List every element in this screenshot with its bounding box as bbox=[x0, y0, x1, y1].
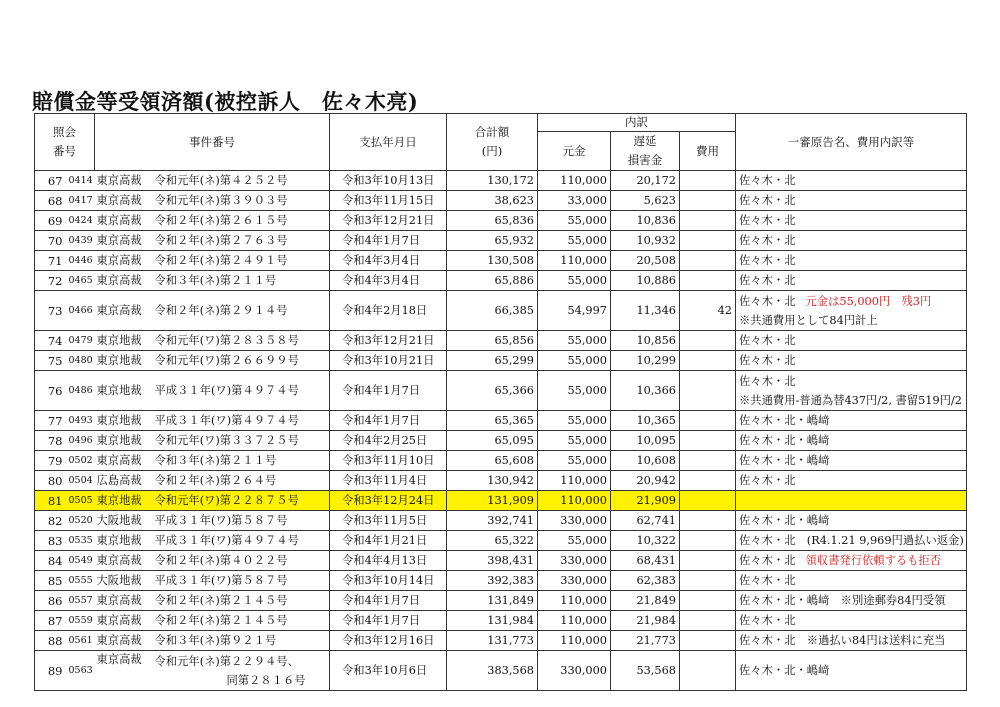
row-total: 131,773 bbox=[447, 631, 538, 651]
row-number: 80 bbox=[35, 471, 66, 491]
row-delay: 10,836 bbox=[611, 211, 680, 231]
row-court: 東京地裁 bbox=[95, 351, 151, 371]
row-cost bbox=[680, 431, 736, 451]
row-note-text: 佐々木・北・嶋﨑 ※別途郵券84円受領 bbox=[739, 593, 946, 607]
row-total: 65,366 bbox=[447, 371, 538, 411]
row-court: 東京地裁 bbox=[95, 431, 151, 451]
row-cost bbox=[680, 271, 736, 291]
row-ref: 0486 bbox=[66, 371, 95, 411]
row-total: 65,322 bbox=[447, 531, 538, 551]
row-number: 79 bbox=[35, 451, 66, 471]
row-number: 84 bbox=[35, 551, 66, 571]
row-total: 65,608 bbox=[447, 451, 538, 471]
row-case: 平成３１年(ワ)第４９７４号 bbox=[151, 371, 330, 411]
table-row bbox=[35, 511, 967, 531]
row-principal: 33,000 bbox=[538, 191, 611, 211]
row-note bbox=[736, 371, 967, 411]
row-court: 東京高裁 bbox=[95, 191, 151, 211]
row-note bbox=[736, 591, 967, 611]
row-court: 東京高裁 bbox=[95, 291, 151, 331]
row-ref: 0549 bbox=[66, 551, 95, 571]
table-row bbox=[35, 351, 967, 371]
header-no: 番号 bbox=[53, 144, 76, 158]
table-row bbox=[35, 251, 967, 271]
header-ref-no bbox=[35, 114, 95, 171]
row-delay: 10,608 bbox=[611, 451, 680, 471]
row-case: 平成３１年(ワ)第５８７号 bbox=[151, 571, 330, 591]
header-case: 事件番号 bbox=[95, 114, 330, 171]
table-row bbox=[35, 431, 967, 451]
row-ref: 0480 bbox=[66, 351, 95, 371]
table-row bbox=[35, 611, 967, 631]
row-cost bbox=[680, 331, 736, 351]
row-court: 東京高裁 bbox=[95, 271, 151, 291]
row-ref: 0439 bbox=[66, 231, 95, 251]
row-total: 131,909 bbox=[447, 491, 538, 511]
table-row bbox=[35, 491, 967, 511]
row-court: 東京地裁 bbox=[95, 491, 151, 511]
row-delay: 53,568 bbox=[611, 651, 680, 691]
table-row bbox=[35, 271, 967, 291]
row-total: 131,849 bbox=[447, 591, 538, 611]
row-note-text: 佐々木・北 bbox=[739, 333, 796, 347]
row-number: 81 bbox=[35, 491, 66, 511]
row-principal: 330,000 bbox=[538, 651, 611, 691]
row-total: 398,431 bbox=[447, 551, 538, 571]
row-principal: 55,000 bbox=[538, 531, 611, 551]
header-notes: 一審原告名、費用内訳等 bbox=[736, 114, 967, 171]
row-number: 76 bbox=[35, 371, 66, 411]
row-note-text: 佐々木・北 bbox=[739, 273, 796, 287]
row-note bbox=[736, 451, 967, 471]
row-delay: 10,299 bbox=[611, 351, 680, 371]
row-date: 令和3年10月14日 bbox=[330, 571, 447, 591]
row-delay: 20,172 bbox=[611, 171, 680, 191]
row-principal: 54,997 bbox=[538, 291, 611, 331]
header-breakdown: 内訳 bbox=[538, 114, 736, 132]
row-note bbox=[736, 651, 967, 691]
row-note-alert: 元金は55,000円 残3円 bbox=[805, 294, 932, 308]
row-note-text: 佐々木・北 bbox=[739, 173, 796, 187]
row-date: 令和3年12月24日 bbox=[330, 491, 447, 511]
row-cost bbox=[680, 511, 736, 531]
row-note-text: 佐々木・北 bbox=[739, 473, 796, 487]
row-note-text: 佐々木・北 bbox=[739, 613, 796, 627]
row-delay: 21,849 bbox=[611, 591, 680, 611]
row-date: 令和4年3月4日 bbox=[330, 271, 447, 291]
row-case: 令和元年(ネ)第３９０３号 bbox=[151, 191, 330, 211]
row-note-alert: 領収書発行依頼するも拒否 bbox=[805, 553, 942, 567]
row-note-text: 佐々木・北・嶋﨑 bbox=[739, 663, 830, 677]
row-total: 131,984 bbox=[447, 611, 538, 631]
row-cost bbox=[680, 171, 736, 191]
row-principal: 330,000 bbox=[538, 571, 611, 591]
row-ref: 0417 bbox=[66, 191, 95, 211]
row-note bbox=[736, 271, 967, 291]
row-date: 令和4年1月7日 bbox=[330, 371, 447, 411]
row-note bbox=[736, 351, 967, 371]
row-court: 広島高裁 bbox=[95, 471, 151, 491]
row-delay: 21,909 bbox=[611, 491, 680, 511]
row-delay: 10,365 bbox=[611, 411, 680, 431]
row-case: 令和２年(ネ)第２６４号 bbox=[151, 471, 330, 491]
row-cost bbox=[680, 251, 736, 271]
row-delay: 10,366 bbox=[611, 371, 680, 411]
row-number: 87 bbox=[35, 611, 66, 631]
header-total bbox=[447, 114, 538, 171]
row-note-text: 佐々木・北・嶋﨑 bbox=[739, 433, 830, 447]
row-case: 令和２年(ネ)第２６１５号 bbox=[151, 211, 330, 231]
table-row bbox=[35, 551, 967, 571]
row-court: 東京高裁 bbox=[95, 451, 151, 471]
row-court: 東京地裁 bbox=[95, 531, 151, 551]
row-principal: 110,000 bbox=[538, 611, 611, 631]
row-ref: 0479 bbox=[66, 331, 95, 351]
row-number: 74 bbox=[35, 331, 66, 351]
row-number: 67 bbox=[35, 171, 66, 191]
row-principal: 110,000 bbox=[538, 591, 611, 611]
row-cost bbox=[680, 531, 736, 551]
row-court: 東京地裁 bbox=[95, 411, 151, 431]
row-ref: 0424 bbox=[66, 211, 95, 231]
payments-table bbox=[34, 113, 967, 691]
row-principal: 55,000 bbox=[538, 211, 611, 231]
header-principal: 元金 bbox=[538, 132, 611, 171]
row-note bbox=[736, 611, 967, 631]
row-total: 65,932 bbox=[447, 231, 538, 251]
row-court: 東京高裁 bbox=[95, 211, 151, 231]
table-row bbox=[35, 591, 967, 611]
table-row bbox=[35, 371, 967, 411]
row-number: 75 bbox=[35, 351, 66, 371]
row-delay: 62,741 bbox=[611, 511, 680, 531]
row-principal: 55,000 bbox=[538, 451, 611, 471]
row-cost bbox=[680, 631, 736, 651]
table-row bbox=[35, 291, 967, 331]
row-note bbox=[736, 431, 967, 451]
row-cost bbox=[680, 651, 736, 691]
row-ref: 0502 bbox=[66, 451, 95, 471]
row-total: 65,836 bbox=[447, 211, 538, 231]
row-total: 66,385 bbox=[447, 291, 538, 331]
row-cost bbox=[680, 371, 736, 411]
row-case: 令和元年(ワ)第３３７２５号 bbox=[151, 431, 330, 451]
row-court: 東京高裁 bbox=[95, 251, 151, 271]
table-row bbox=[35, 411, 967, 431]
row-case: 平成３１年(ワ)第５８７号 bbox=[151, 511, 330, 531]
table-body bbox=[35, 171, 967, 691]
row-number: 69 bbox=[35, 211, 66, 231]
row-case: 平成３１年(ワ)第４９７４号 bbox=[151, 531, 330, 551]
row-note-text: 佐々木・北・嶋﨑 bbox=[739, 453, 830, 467]
row-ref: 0557 bbox=[66, 591, 95, 611]
row-number: 78 bbox=[35, 431, 66, 451]
row-note bbox=[736, 571, 967, 591]
row-cost bbox=[680, 591, 736, 611]
row-note bbox=[736, 411, 967, 431]
row-date: 令和3年12月21日 bbox=[330, 331, 447, 351]
header-ref: 照会 bbox=[53, 125, 76, 139]
header-cost: 費用 bbox=[680, 132, 736, 171]
row-delay: 10,322 bbox=[611, 531, 680, 551]
row-cost bbox=[680, 451, 736, 471]
row-delay: 11,346 bbox=[611, 291, 680, 331]
row-court: 東京地裁 bbox=[95, 371, 151, 411]
row-delay: 20,508 bbox=[611, 251, 680, 271]
row-ref: 0504 bbox=[66, 471, 95, 491]
row-note-text: 佐々木・北 bbox=[739, 374, 796, 388]
row-number: 73 bbox=[35, 291, 66, 331]
row-note-text: 佐々木・北 bbox=[739, 353, 796, 367]
row-principal: 55,000 bbox=[538, 271, 611, 291]
row-note bbox=[736, 631, 967, 651]
table-row bbox=[35, 471, 967, 491]
row-number: 86 bbox=[35, 591, 66, 611]
row-number: 71 bbox=[35, 251, 66, 271]
header-total-unit: (円) bbox=[481, 144, 503, 158]
row-ref: 0555 bbox=[66, 571, 95, 591]
row-note-line2: ※共通費用-普通為替437円/2, 書留519円/2 bbox=[739, 393, 962, 407]
row-court: 東京高裁 bbox=[95, 651, 151, 691]
row-date: 令和4年3月4日 bbox=[330, 251, 447, 271]
row-ref: 0561 bbox=[66, 631, 95, 651]
row-delay: 10,856 bbox=[611, 331, 680, 351]
row-total: 392,741 bbox=[447, 511, 538, 531]
row-date: 令和3年11月4日 bbox=[330, 471, 447, 491]
table-row bbox=[35, 571, 967, 591]
row-number: 89 bbox=[35, 651, 66, 691]
row-court: 大阪地裁 bbox=[95, 511, 151, 531]
header-delay-1: 遅延 bbox=[633, 134, 657, 148]
row-case: 令和３年(ネ)第２１１号 bbox=[151, 271, 330, 291]
table-row bbox=[35, 171, 967, 191]
row-note-text: 佐々木・北 bbox=[739, 553, 796, 567]
row-court: 大阪地裁 bbox=[95, 571, 151, 591]
row-cost bbox=[680, 571, 736, 591]
row-delay: 21,984 bbox=[611, 611, 680, 631]
row-date: 令和3年11月5日 bbox=[330, 511, 447, 531]
row-ref: 0496 bbox=[66, 431, 95, 451]
row-delay: 10,886 bbox=[611, 271, 680, 291]
row-note bbox=[736, 471, 967, 491]
row-note bbox=[736, 251, 967, 271]
row-date: 令和3年10月21日 bbox=[330, 351, 447, 371]
row-ref: 0520 bbox=[66, 511, 95, 531]
row-total: 65,886 bbox=[447, 271, 538, 291]
row-case: 令和元年(ワ)第２８３５８号 bbox=[151, 331, 330, 351]
row-ref: 0493 bbox=[66, 411, 95, 431]
row-note-text: 佐々木・北 bbox=[739, 213, 796, 227]
row-number: 82 bbox=[35, 511, 66, 531]
table-row bbox=[35, 531, 967, 551]
row-ref: 0563 bbox=[66, 651, 95, 691]
row-principal: 110,000 bbox=[538, 251, 611, 271]
row-total: 65,095 bbox=[447, 431, 538, 451]
row-note-text: 佐々木・北 ※過払い84円は送料に充当 bbox=[739, 633, 946, 647]
header-total-label: 合計額 bbox=[474, 125, 510, 139]
row-cost bbox=[680, 611, 736, 631]
row-ref: 0559 bbox=[66, 611, 95, 631]
row-case: 令和元年(ワ)第２２８７５号 bbox=[151, 491, 330, 511]
row-cost bbox=[680, 411, 736, 431]
row-court: 東京高裁 bbox=[95, 551, 151, 571]
row-cost bbox=[680, 471, 736, 491]
row-case: 平成３１年(ワ)第４９７４号 bbox=[151, 411, 330, 431]
table-row bbox=[35, 631, 967, 651]
row-court: 東京高裁 bbox=[95, 631, 151, 651]
row-case: 令和元年(ネ)第４２５２号 bbox=[151, 171, 330, 191]
row-note bbox=[736, 531, 967, 551]
row-court: 東京高裁 bbox=[95, 591, 151, 611]
row-date: 令和3年12月16日 bbox=[330, 631, 447, 651]
row-ref: 0446 bbox=[66, 251, 95, 271]
row-case: 令和２年(ネ)第２１４５号 bbox=[151, 591, 330, 611]
row-ref: 0414 bbox=[66, 171, 95, 191]
row-date: 令和4年1月7日 bbox=[330, 611, 447, 631]
table-row bbox=[35, 211, 967, 231]
row-note-text: 佐々木・北 bbox=[739, 233, 796, 247]
header-delay bbox=[611, 132, 680, 171]
row-court: 東京高裁 bbox=[95, 611, 151, 631]
row-date: 令和4年1月7日 bbox=[330, 411, 447, 431]
row-case: 令和３年(ネ)第２１１号 bbox=[151, 451, 330, 471]
row-case-line2: 同第２８１６号 bbox=[226, 673, 306, 687]
row-date: 令和3年10月6日 bbox=[330, 651, 447, 691]
row-principal: 55,000 bbox=[538, 371, 611, 411]
row-total: 65,856 bbox=[447, 331, 538, 351]
row-number: 83 bbox=[35, 531, 66, 551]
row-delay: 20,942 bbox=[611, 471, 680, 491]
row-date: 令和4年2月18日 bbox=[330, 291, 447, 331]
row-note-line2: ※共通費用として84円計上 bbox=[739, 313, 878, 327]
row-number: 70 bbox=[35, 231, 66, 251]
row-note-text: 佐々木・北 bbox=[739, 573, 796, 587]
row-delay: 10,095 bbox=[611, 431, 680, 451]
row-case-line1: 令和元年(ネ)第２２９４号、 bbox=[154, 654, 299, 668]
row-cost bbox=[680, 211, 736, 231]
row-case: 令和２年(ネ)第２１４５号 bbox=[151, 611, 330, 631]
row-note-text: 佐々木・北 bbox=[739, 294, 796, 308]
row-principal: 55,000 bbox=[538, 331, 611, 351]
row-principal: 55,000 bbox=[538, 231, 611, 251]
row-ref: 0466 bbox=[66, 291, 95, 331]
row-case bbox=[151, 651, 330, 691]
row-principal: 55,000 bbox=[538, 351, 611, 371]
row-note bbox=[736, 511, 967, 531]
row-case: 令和元年(ワ)第２６６９９号 bbox=[151, 351, 330, 371]
row-date: 令和4年4月13日 bbox=[330, 551, 447, 571]
row-total: 392,383 bbox=[447, 571, 538, 591]
row-cost bbox=[680, 191, 736, 211]
row-principal: 55,000 bbox=[538, 431, 611, 451]
row-date: 令和4年2月25日 bbox=[330, 431, 447, 451]
row-total: 38,623 bbox=[447, 191, 538, 211]
row-note bbox=[736, 231, 967, 251]
header-delay-2: 損害金 bbox=[627, 153, 663, 167]
row-total: 65,299 bbox=[447, 351, 538, 371]
row-court: 東京地裁 bbox=[95, 331, 151, 351]
row-total: 383,568 bbox=[447, 651, 538, 691]
row-date: 令和3年12月21日 bbox=[330, 211, 447, 231]
row-cost: 42 bbox=[680, 291, 736, 331]
row-delay: 21,773 bbox=[611, 631, 680, 651]
row-principal: 110,000 bbox=[538, 491, 611, 511]
row-note-text: 佐々木・北 bbox=[739, 193, 796, 207]
row-note bbox=[736, 211, 967, 231]
row-cost bbox=[680, 491, 736, 511]
row-date: 令和3年11月10日 bbox=[330, 451, 447, 471]
row-number: 77 bbox=[35, 411, 66, 431]
row-delay: 62,383 bbox=[611, 571, 680, 591]
row-case: 令和３年(ネ)第９２１号 bbox=[151, 631, 330, 651]
row-number: 88 bbox=[35, 631, 66, 651]
row-date: 令和4年1月7日 bbox=[330, 231, 447, 251]
row-number: 85 bbox=[35, 571, 66, 591]
row-note bbox=[736, 331, 967, 351]
row-note-text: 佐々木・北・嶋﨑 bbox=[739, 413, 830, 427]
row-principal: 110,000 bbox=[538, 171, 611, 191]
row-note-text: 佐々木・北 (R4.1.21 9,969円過払い返金) bbox=[739, 533, 964, 547]
header-date: 支払年月日 bbox=[330, 114, 447, 171]
row-cost bbox=[680, 551, 736, 571]
table-row bbox=[35, 651, 967, 691]
row-date: 令和3年10月13日 bbox=[330, 171, 447, 191]
row-case: 令和２年(ネ)第２７６３号 bbox=[151, 231, 330, 251]
row-ref: 0535 bbox=[66, 531, 95, 551]
row-principal: 55,000 bbox=[538, 411, 611, 431]
page-title: 賠償金等受領済額(被控訴人 佐々木亮) bbox=[32, 89, 419, 114]
row-note bbox=[736, 171, 967, 191]
row-date: 令和4年1月7日 bbox=[330, 591, 447, 611]
row-note-text: 佐々木・北・嶋﨑 bbox=[739, 513, 830, 527]
row-principal: 110,000 bbox=[538, 631, 611, 651]
table-row bbox=[35, 331, 967, 351]
table-row bbox=[35, 191, 967, 211]
row-total: 130,172 bbox=[447, 171, 538, 191]
row-case: 令和２年(ネ)第２４９１号 bbox=[151, 251, 330, 271]
row-delay: 10,932 bbox=[611, 231, 680, 251]
row-date: 令和4年1月21日 bbox=[330, 531, 447, 551]
row-principal: 330,000 bbox=[538, 551, 611, 571]
row-case: 令和２年(ネ)第４０２２号 bbox=[151, 551, 330, 571]
row-cost bbox=[680, 231, 736, 251]
row-ref: 0465 bbox=[66, 271, 95, 291]
row-court: 東京高裁 bbox=[95, 171, 151, 191]
row-total: 65,365 bbox=[447, 411, 538, 431]
row-case: 令和２年(ネ)第２９１４号 bbox=[151, 291, 330, 331]
row-principal: 330,000 bbox=[538, 511, 611, 531]
row-delay: 68,431 bbox=[611, 551, 680, 571]
row-court: 東京高裁 bbox=[95, 231, 151, 251]
row-note bbox=[736, 551, 967, 571]
row-ref: 0505 bbox=[66, 491, 95, 511]
table-row bbox=[35, 451, 967, 471]
row-delay: 5,623 bbox=[611, 191, 680, 211]
row-note bbox=[736, 291, 967, 331]
row-date: 令和3年11月15日 bbox=[330, 191, 447, 211]
row-note bbox=[736, 191, 967, 211]
row-note bbox=[736, 491, 967, 511]
table-row bbox=[35, 231, 967, 251]
row-cost bbox=[680, 351, 736, 371]
row-number: 68 bbox=[35, 191, 66, 211]
row-number: 72 bbox=[35, 271, 66, 291]
row-total: 130,942 bbox=[447, 471, 538, 491]
row-principal: 110,000 bbox=[538, 471, 611, 491]
row-note-text: 佐々木・北 bbox=[739, 253, 796, 267]
row-total: 130,508 bbox=[447, 251, 538, 271]
